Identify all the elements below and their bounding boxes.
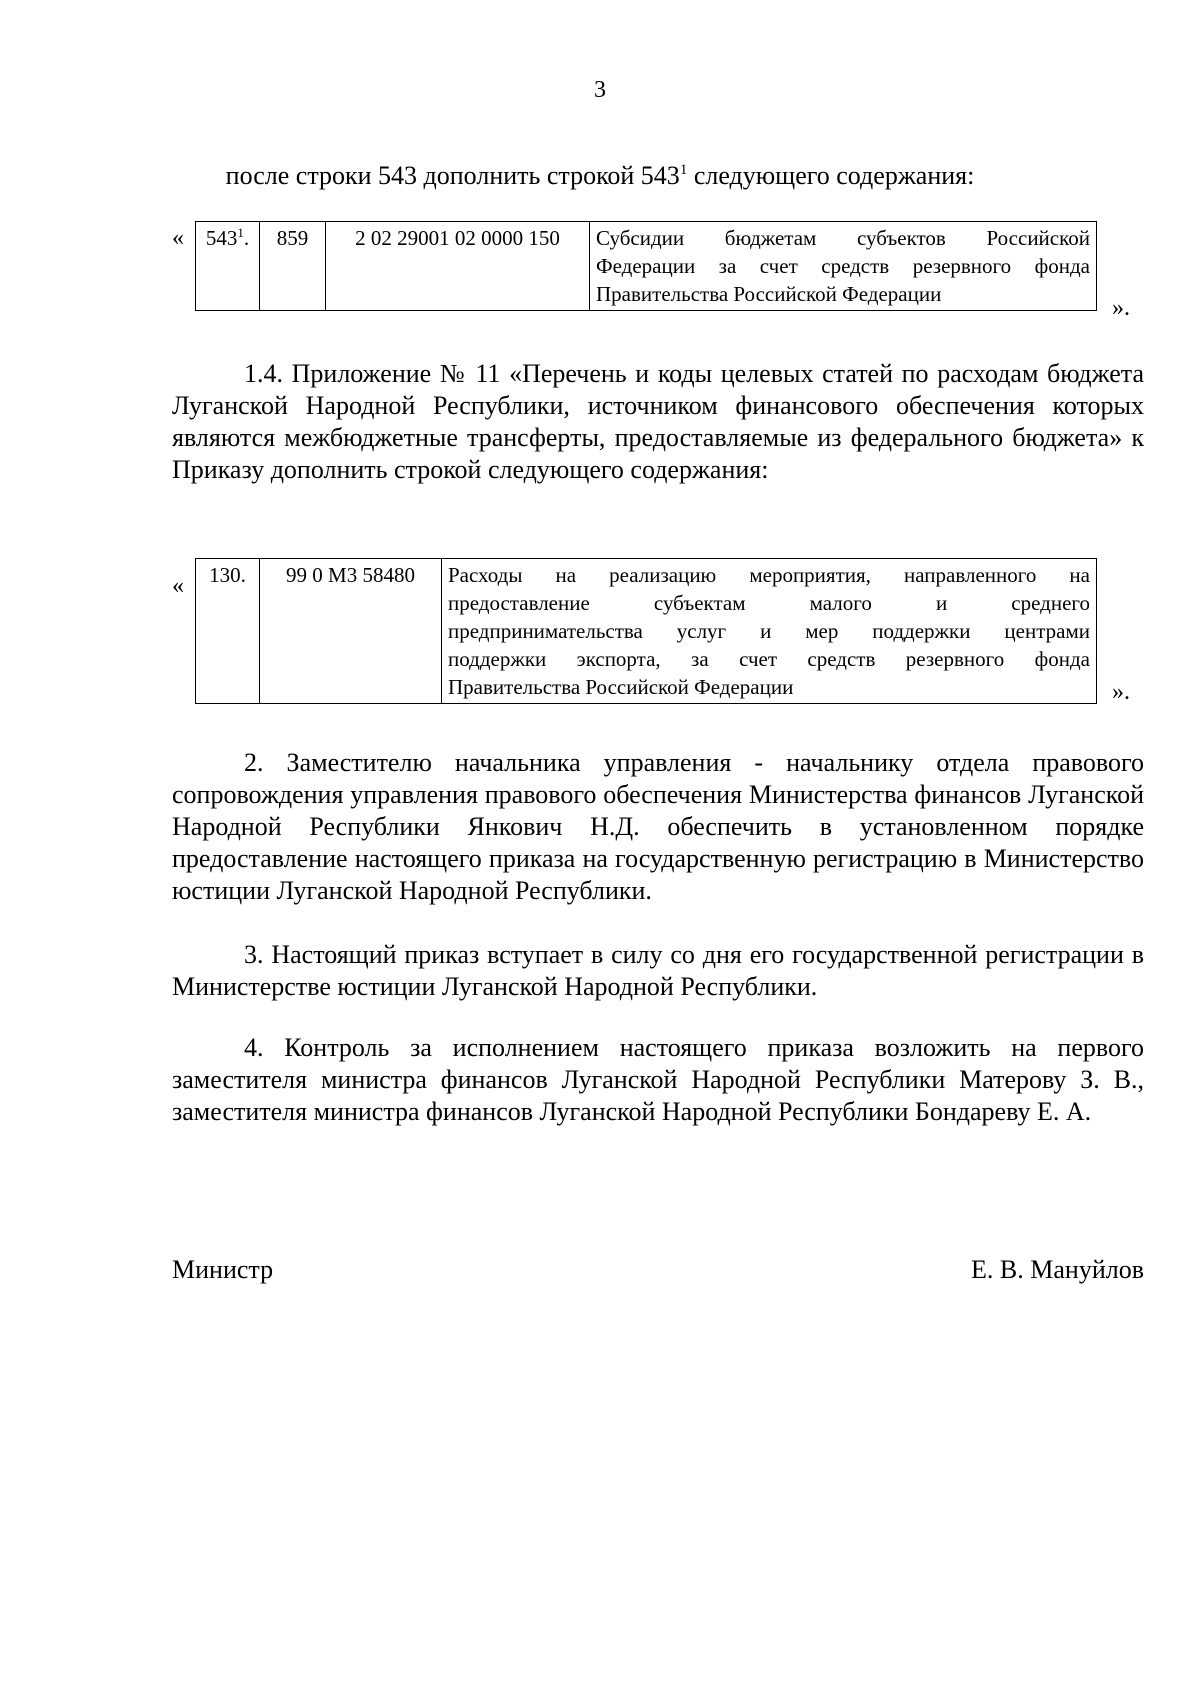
table1-row <box>196 222 1097 311</box>
table2-cell-code: 99 0 М3 58480 <box>260 559 442 704</box>
intro-text-before: после строки 543 дополнить строкой 543 <box>225 161 680 190</box>
signature-name: Е. В. Мануйлов <box>971 1255 1144 1284</box>
paragraph-2: 2. Заместителю начальника управления - начальнику отдела правового сопровождения управления правового обеспечения Министерства финансов Луганской Народной Республики Янкович Н.Д. обеспечить в установленном порядке предоставление настоящего приказа на государственную регистрацию в Министерство юстиции Луганской Народной Республики. <box>172 748 1144 905</box>
table1-cell-code: 859 <box>260 222 326 311</box>
table2-amendment-row <box>195 558 1097 704</box>
paragraph-4: 4. Контроль за исполнением настоящего приказа возложить на первого заместителя министра финансов Луганской Народной Республики Матерову З. В., заместителя министра финансов Луганской Народной Республики Бондареву Е. А. <box>172 1033 1144 1126</box>
table1-close-quote: ». <box>1112 295 1130 321</box>
intro-superscript: 1 <box>679 162 688 178</box>
table2-open-quote: « <box>172 573 184 599</box>
table2-cell-description: Расходы на реализацию мероприятия, направленного на предоставление субъектам малого и среднего предпринимательства услуг и мер поддержки центрами поддержки экспорта, за счет средств резервного фонда Правительства Российской Федерации <box>442 559 1097 704</box>
paragraph-3: 3. Настоящий приказ вступает в силу со дня его государственной регистрации в Министерстве юстиции Луганской Народной Республики. <box>172 940 1144 1001</box>
table1-cell-description: Субсидии бюджетам субъектов Российской Федерации за счет средств резервного фонда Правительства Российской Федерации <box>590 222 1097 311</box>
table2-row <box>196 559 1097 704</box>
table2-close-quote: ». <box>1112 679 1130 705</box>
table1-cell-kbk: 2 02 29001 02 0000 150 <box>326 222 590 311</box>
table1-open-quote: « <box>172 225 184 251</box>
table1-cell-number: $543^1$. <box>196 222 260 311</box>
table2-cell-number: 130. <box>196 559 260 704</box>
signature-position: Министр <box>172 1255 274 1284</box>
page-number: 3 <box>594 77 606 103</box>
intro-line <box>0 160 1200 192</box>
intro-text-after: следующего содержания: <box>687 161 975 190</box>
table1-amendment-row <box>195 221 1097 311</box>
paragraph-1-4: 1.4. Приложение № 11 «Перечень и коды целевых статей по расходам бюджета Луганской Народной Республики, источником финансового обеспечения которых являются межбюджетные трансферты, предоставляемые из федерального бюджета» к Приказу дополнить строкой следующего содержания: <box>172 359 1144 484</box>
